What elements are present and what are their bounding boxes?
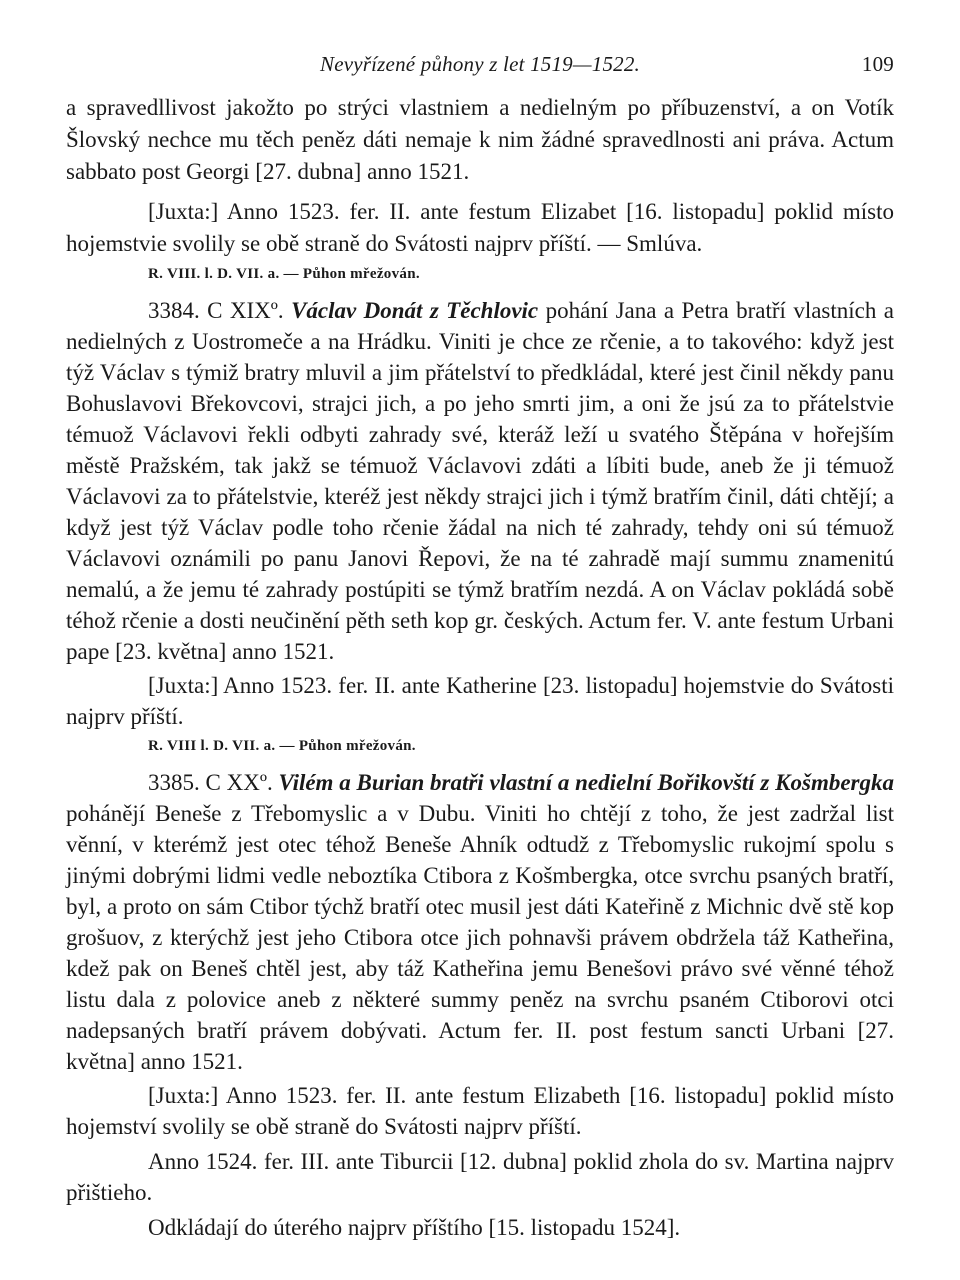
plaintiff-name: Vilém a Burian bratři vlastní a nedielní Bořikovští z Košmbergka [278, 770, 894, 795]
plaintiff-name: Václav Donát z Těchlovic [291, 298, 539, 323]
archival-reference: R. VIII l. D. VII. a. — Půhon mřežován. [148, 738, 416, 754]
page-number: 109 [861, 52, 894, 76]
note-1524: Anno 1524. fer. III. ante Tiburcii [12. dubna] poklid zhola do sv. Martina najprv přištieho. [66, 1149, 894, 1205]
juxta-note-3385: [Juxta:] Anno 1523. fer. II. ante festum Elizabeth [16. listopadu] poklid místo hojemství svolily se obě straně do Svátosti najprv příští. [66, 1083, 894, 1139]
juxta-note-3384: [Juxta:] Anno 1523. fer. II. ante Katherine [23. listopadu] hojemstvie do Svátosti najprv příští. [66, 673, 894, 729]
entry-text: pohání Jana a Petra bratří vlastních a nedielných z Uostromeče a na Hrádku. Viniti je chce ze rčenie, a to takového: když jest týž Václav s týmiž bratry mluvil a jim přátelství to předkládal, které jest činil někdy panu Bohuslavovi Břekovcovi, strajci jich, a po jeho smrti jim, a oni že jsú za to přátelstvie témuož Václavovi řekli odbyti zahrady své, kteráž leží u svatého Štěpána v hořejším městě Pražském, tak jakž se témuož Václavovi zdáti a líbiti bude, aneb že ji témuož Václavovi za to přátelstvie, kteréž jest někdy strajci jich i týmž bratřím činil, dáti chtějí; a když jest týž Václav podle toho rčenie žádal na nich té zahrady, tehdy oni sú témuož Václavovi oznámili po panu Janovi Řepovi, že na té zahradě mají summu znamenitú nemalú, a že jemu té zahrady postúpiti se týmž bratřím nezdá. A on Václav pokládá sobě téhož rčenie a dosti neučinění pěth seth kop gr. českých. Actum fer. V. ante festum Urbani pape [23. května] anno 1521. [66, 298, 894, 664]
entry-3384 [66, 295, 894, 667]
entry-text: pohánějí Beneše z Třebomyslic a v Dubu. Viniti ho chtějí z toho, že jest zadržal list věnní, v kterémž jest otec téhož Beneše Ahník odtudž z Třebomyslic rukojmí spolu s jinými dobrými lidmi vedle neboztíka Ctibora z Košmbergka, otce svrchu psaných bratří, byl, a proto on sám Ctibor týchž bratří otec musil jest dáti Kateřině z Michnic dvě stě kop grošuov, z kterýchž jest jeho Ctibora otce jich pohnavši právem obdržela táž Katheřina, kdež pak on Beneš chtěl jest, aby táž Katheřina jemu Benešovi právo své věnné téhož listu dala z polovice aneb z některé summy peněz na svrchu psaném Ctiborovi otci nadepsaných bratří právem dobývati. Actum fer. II. post festum sancti Urbani [27. května] anno 1521. [66, 801, 894, 1074]
entry-number: 3385. C XXº. [148, 770, 273, 795]
archival-reference: R. VIII. l. D. VII. a. — Půhon mřežován. [148, 266, 420, 282]
paragraph-continuation: a spravedllivost jakožto po strýci vlastniem a nedielným po příbuzenství, a on Votík Šlovský nechce mu těch peněz dáti nemaje k nim žádné spravedlnosti ani práva. Actum sabbato post Georgi [27. dubna] anno 1521. [66, 95, 894, 184]
juxta-note-3383: [Juxta:] Anno 1523. fer. II. ante festum Elizabet [16. listopadu] poklid místo hojemstvie svolily se obě straně do Svátosti najprv příští. — Smlúva. [66, 199, 894, 256]
running-title: Nevyřízené půhony z let 1519—1522. [320, 52, 640, 76]
running-header [66, 52, 894, 88]
note-postponement: Odkládají do úterého najprv příštího [15. listopadu 1524]. [148, 1215, 681, 1240]
entry-number: 3384. C XIXº. [148, 298, 284, 323]
entry-3385 [66, 767, 894, 1077]
